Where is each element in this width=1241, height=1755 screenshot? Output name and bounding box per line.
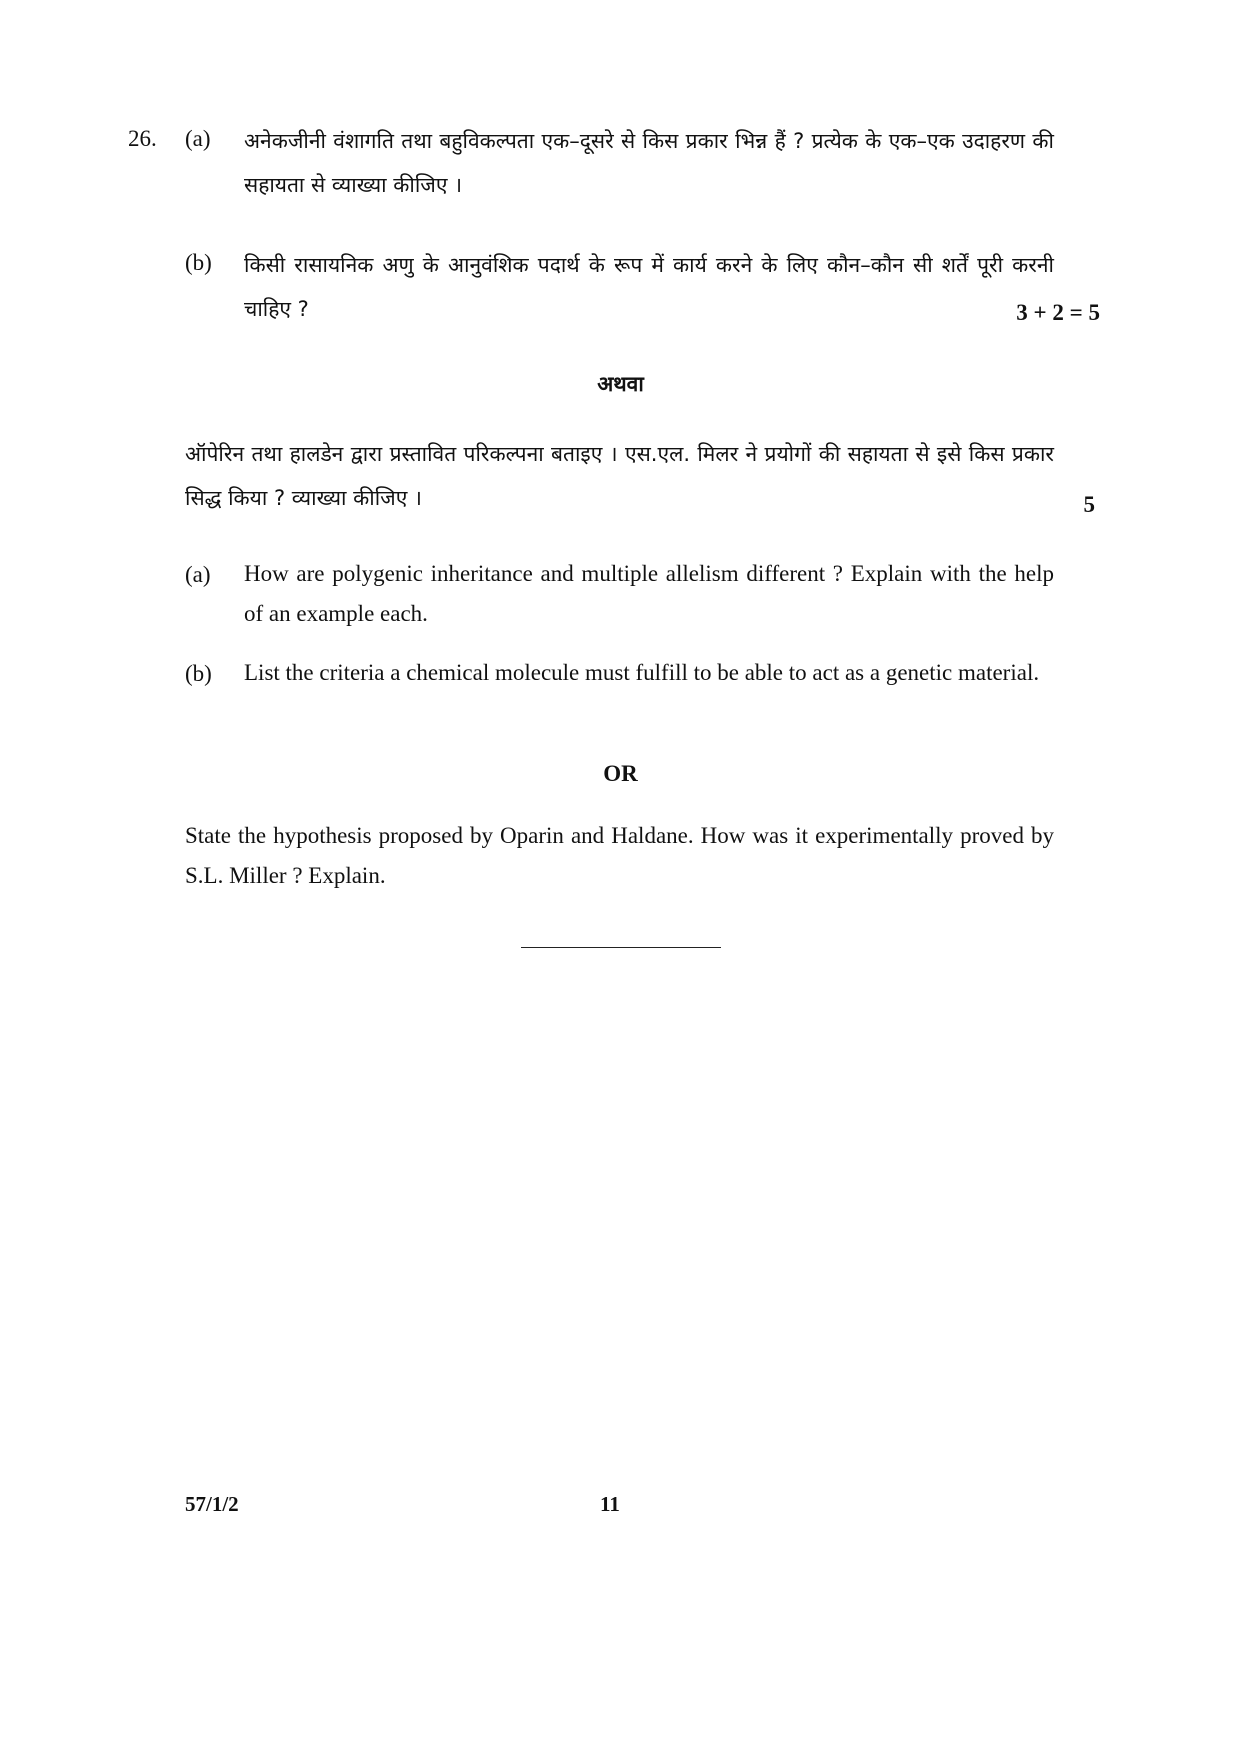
end-divider xyxy=(521,947,721,948)
english-part-a-text: How are polygenic inheritance and multiple allelism different ? Explain with the help of an example each. xyxy=(244,561,1054,626)
english-part-b-text: List the criteria a chemical molecule must fulfill to be able to act as a genetic material. xyxy=(244,660,1040,685)
english-part-b-label: (b) xyxy=(185,661,212,686)
hindi-alternative-marks: 5 xyxy=(1083,492,1095,517)
english-alternative-text: State the hypothesis proposed by Oparin and Haldane. How was it experimentally proved by S.L. Miller ? Explain. xyxy=(185,823,1054,888)
question-number: 26. xyxy=(128,126,157,151)
hindi-part-a-label: (a) xyxy=(185,126,211,151)
hindi-part-b-text: किसी रासायनिक अणु के आनुवंशिक पदार्थ के रूप में कार्य करने के लिए कौन–कौन सी शर्तें पूरी करनी चाहिए ? xyxy=(244,253,1054,321)
english-or-label: OR xyxy=(603,761,638,786)
hindi-part-a-text: अनेकजीनी वंशागति तथा बहुविकल्पता एक–दूसरे से किस प्रकार भिन्न हैं ? प्रत्येक के एक–एक उदाहरण की सहायता से व्याख्या कीजिए । xyxy=(244,129,1054,197)
hindi-part-b-marks: 3 + 2 = 5 xyxy=(1016,300,1100,325)
paper-code: 57/1/2 xyxy=(185,1492,239,1516)
hindi-alternative-text: ऑपेरिन तथा हालडेन द्वारा प्रस्तावित परिकल्पना बताइए । एस.एल. मिलर ने प्रयोगों की सहायता से इसे किस प्रकार सिद्ध किया ? व्याख्या कीजिए । xyxy=(185,442,1054,510)
hindi-part-b-label: (b) xyxy=(185,250,212,275)
hindi-or-label: अथवा xyxy=(597,372,644,396)
page-number: 11 xyxy=(600,1492,620,1516)
english-part-a-label: (a) xyxy=(185,562,211,587)
